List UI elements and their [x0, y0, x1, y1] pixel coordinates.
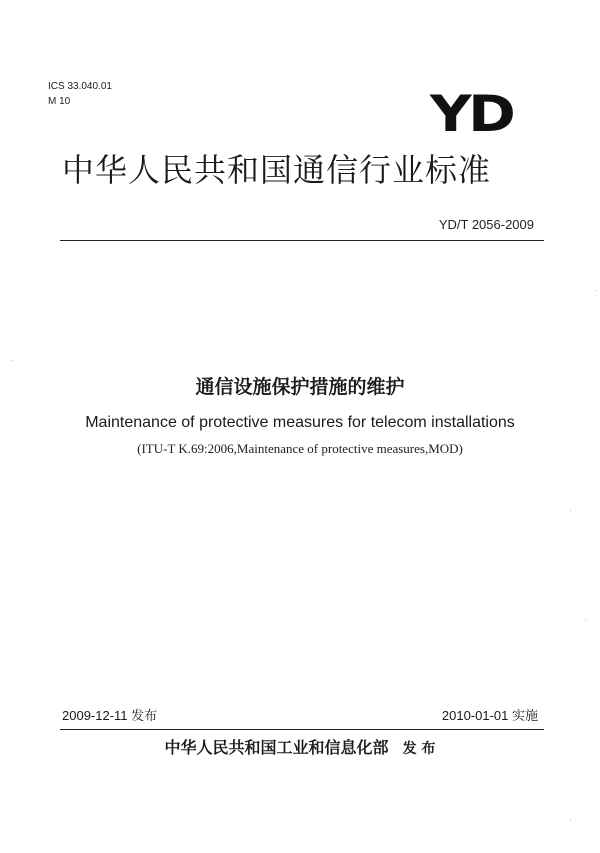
scan-speck: [570, 820, 571, 821]
reference-standard: (ITU-T K.69:2006,Maintenance of protective measures,MOD): [137, 441, 463, 456]
bottom-divider: [60, 729, 544, 730]
issuer-action: 发 布: [402, 741, 436, 757]
top-divider: [60, 240, 544, 241]
document-title-en: Maintenance of protective measures for telecom installations: [85, 414, 515, 431]
document-title-zh: 通信设施保护措施的维护: [195, 376, 405, 398]
classification-code: M 10: [48, 96, 71, 107]
implement-date: 2010-01-01 实施: [441, 708, 538, 723]
issuer-line: [0, 737, 600, 760]
scan-speck: [570, 510, 571, 511]
standard-category-title: 中华人民共和国通信行业标准: [62, 151, 492, 189]
issuer-name: 中华人民共和国工业和信息化部: [164, 738, 389, 757]
ics-code: ICS 33.040.01: [48, 81, 112, 92]
scan-speck: [585, 620, 586, 621]
scan-speck: [12, 360, 13, 361]
yd-logo: YD: [430, 85, 513, 143]
scan-speck: [595, 290, 596, 291]
publish-date: 2009-12-11 发布: [62, 708, 158, 723]
standard-number: YD/T 2056-2009: [438, 217, 534, 232]
